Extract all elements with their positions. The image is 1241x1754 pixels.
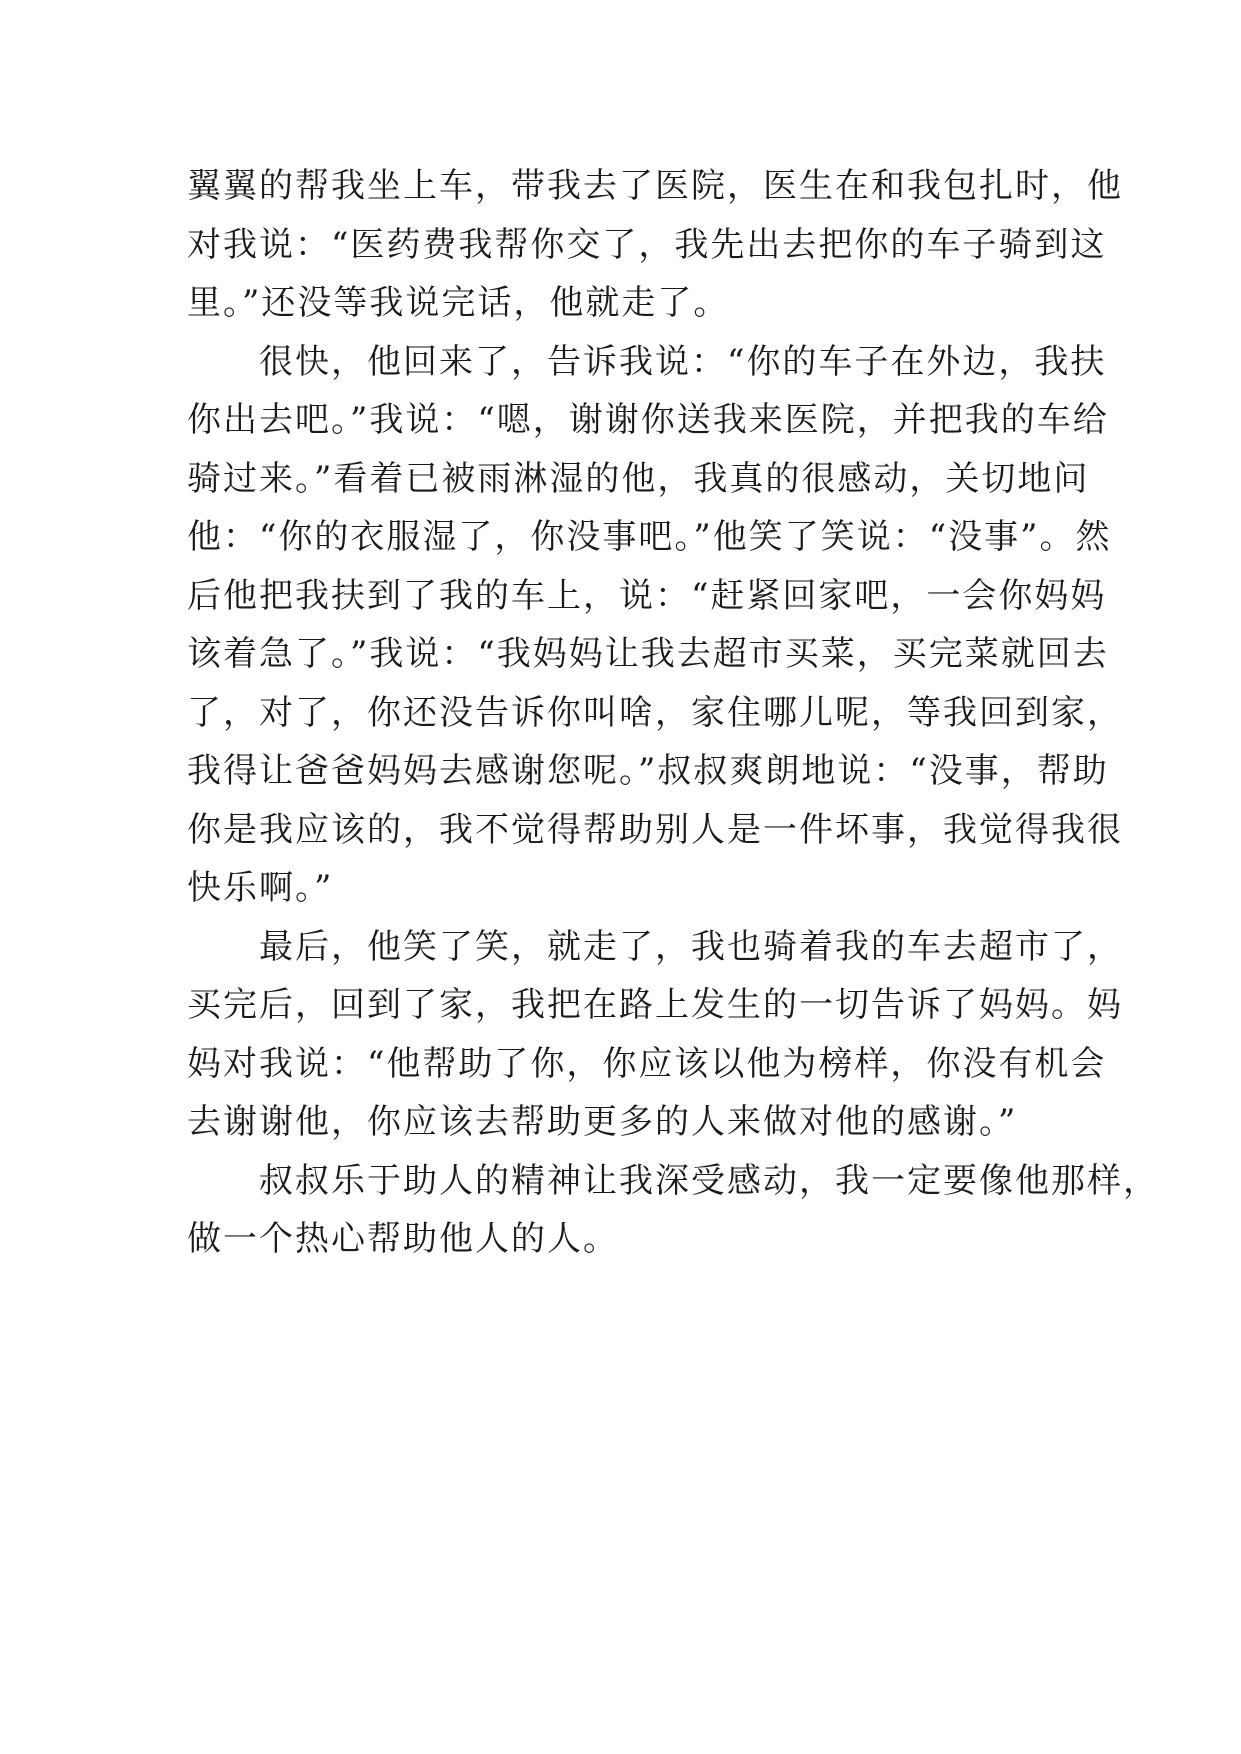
text-line: 妈对我说：“他帮助了你，你应该以他为榜样，你没有机会: [187, 1043, 1107, 1084]
text-line: 我得让爸爸妈妈去感谢您呢。”叔叔爽朗地说：“没事，帮助: [187, 751, 1109, 791]
text-line: 快乐啊。”: [187, 868, 334, 908]
text-line: 他：“你的衣服湿了，你没事吧。”他笑了笑说：“没事”。然: [187, 517, 1112, 557]
text-line: 骑过来。”看着已被雨淋湿的他，我真的很感动，关切地问: [187, 458, 1090, 499]
text-line: 买完后，回到了家，我把在路上发生的一切告诉了妈妈。妈: [187, 985, 1123, 1025]
text-line: 翼翼的帮我坐上车，带我去了医院，医生在和我包扎时，他: [187, 166, 1123, 206]
paragraph-first-line: 很快，他回来了，告诉我说：“你的车子在外边，我扶: [259, 341, 1107, 382]
text-line: 去谢谢他，你应该去帮助更多的人来做对他的感谢。”: [187, 1102, 1018, 1142]
text-line: 做一个热心帮助他人的人。: [187, 1219, 619, 1259]
article-body: [187, 157, 1159, 1269]
text-line: 里。”还没等我说完话，他就走了。: [187, 283, 730, 323]
text-line: 了，对了，你还没告诉你叫啥，家住哪儿呢，等我回到家，: [187, 692, 1123, 733]
text-line: 你出去吧。”我说：“嗯，谢谢你送我来医院，并把我的车给: [187, 400, 1109, 440]
text-line: 你是我应该的，我不觉得帮助别人是一件坏事，我觉得我很: [187, 809, 1123, 850]
paragraph-first-line: 叔叔乐于助人的精神让我深受感动，我一定要像他那样，: [259, 1160, 1159, 1201]
text-line: 对我说：“医药费我帮你交了，我先出去把你的车子骑到这: [187, 224, 1107, 265]
text-line: 后他把我扶到了我的车上，说：“赶紧回家吧，一会你妈妈: [187, 575, 1107, 616]
paragraph-first-line: 最后，他笑了笑，就走了，我也骑着我的车去超市了，: [259, 926, 1123, 967]
text-line: 该着急了。”我说：“我妈妈让我去超市买菜，买完菜就回去: [187, 634, 1109, 674]
